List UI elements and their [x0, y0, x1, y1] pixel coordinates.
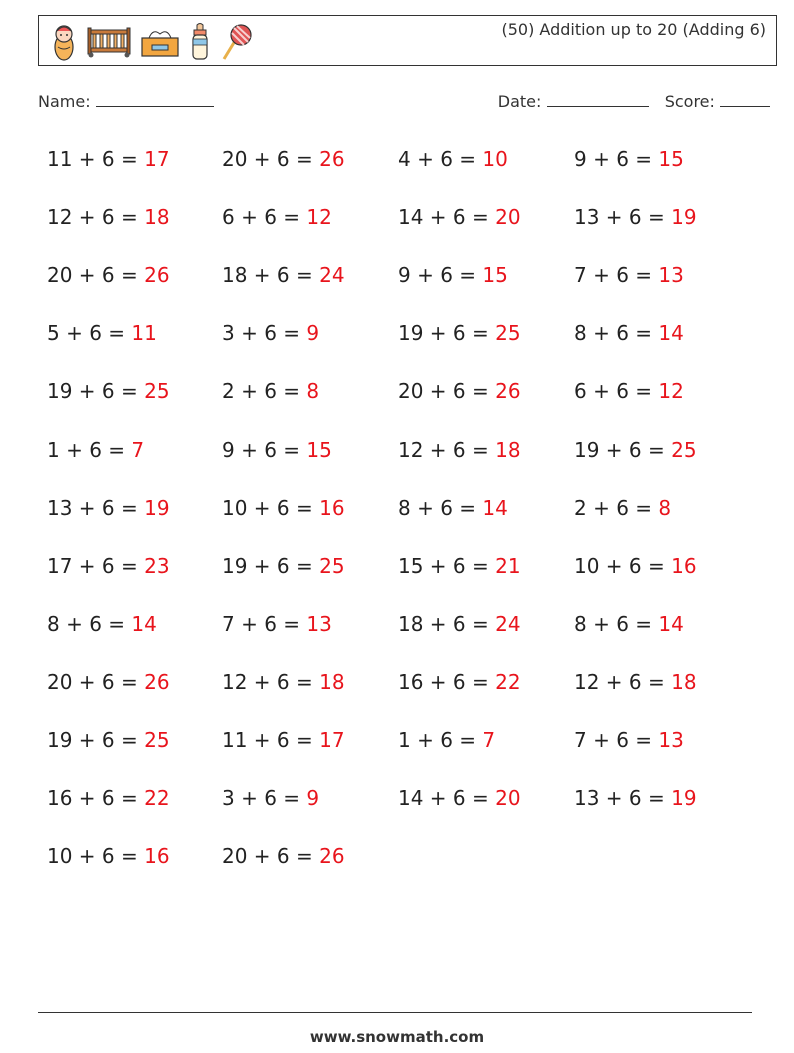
- problem-item: [574, 728, 684, 752]
- problem-item: [398, 496, 508, 520]
- problem-question: 19 + 6 =: [398, 321, 496, 346]
- problem-answer: 25: [144, 728, 170, 752]
- problem-question: 16 + 6 =: [47, 786, 145, 811]
- lollipop-icon: [219, 23, 253, 61]
- problem-answer: 26: [319, 844, 345, 869]
- problem-item: [47, 379, 170, 403]
- problem-question: 14 + 6 =: [398, 205, 496, 230]
- problem-item: [222, 147, 345, 171]
- problem-question: 2 + 6 =: [574, 495, 659, 520]
- problem-question: 7 + 6 =: [574, 263, 659, 288]
- problem-answer: 15: [482, 263, 508, 288]
- problem-question: 6 + 6 =: [574, 379, 659, 404]
- problem-item: [47, 844, 170, 868]
- problem-item: [222, 379, 319, 403]
- name-blank[interactable]: [96, 92, 214, 107]
- problem-answer: 26: [144, 263, 170, 288]
- problem-item: [398, 728, 495, 752]
- problem-item: [574, 321, 684, 345]
- problem-question: 19 + 6 =: [47, 728, 145, 752]
- problem-item: [47, 438, 144, 462]
- problem-question: 20 + 6 =: [222, 147, 320, 171]
- problem-item: [398, 205, 521, 229]
- problem-answer: 13: [306, 611, 332, 636]
- problem-item: [222, 438, 332, 462]
- problem-item: [222, 496, 345, 520]
- problem-answer: 18: [144, 205, 170, 230]
- problem-item: [47, 496, 170, 520]
- problem-question: 18 + 6 =: [222, 263, 320, 288]
- problem-answer: 17: [319, 728, 345, 752]
- problem-item: [398, 438, 521, 462]
- problem-question: 8 + 6 =: [398, 495, 483, 520]
- problem-answer: 13: [658, 728, 684, 752]
- problem-item: [574, 147, 684, 171]
- problem-question: 8 + 6 =: [47, 611, 132, 636]
- footer-url: www.snowmath.com: [309, 1028, 485, 1046]
- problem-answer: 26: [495, 379, 521, 404]
- problem-answer: 26: [144, 669, 170, 694]
- problem-answer: 12: [306, 205, 332, 230]
- problem-item: [47, 612, 157, 636]
- problem-item: [47, 786, 170, 810]
- problem-answer: 24: [495, 611, 521, 636]
- problem-question: 9 + 6 =: [222, 437, 307, 462]
- problem-item: [574, 205, 697, 229]
- problem-answer: 14: [658, 611, 684, 636]
- problem-question: 10 + 6 =: [574, 553, 672, 578]
- problem-question: 8 + 6 =: [574, 321, 659, 346]
- problem-item: [222, 263, 345, 287]
- problem-answer: 15: [658, 147, 684, 171]
- problem-item: [398, 321, 521, 345]
- problem-item: [398, 554, 521, 578]
- icon-strip: [49, 22, 253, 62]
- problem-answer: 19: [144, 495, 170, 520]
- problem-answer: 14: [658, 321, 684, 346]
- problem-question: 17 + 6 =: [47, 553, 145, 578]
- problem-item: [222, 321, 319, 345]
- date-label: Date:: [497, 92, 542, 111]
- problem-question: 15 + 6 =: [398, 553, 496, 578]
- problem-answer: 17: [144, 147, 170, 171]
- worksheet-title: (50) Addition up to 20 (Adding 6): [501, 20, 766, 39]
- problem-answer: 25: [671, 437, 697, 462]
- problem-question: 9 + 6 =: [398, 263, 483, 288]
- problem-answer: 9: [306, 321, 320, 346]
- problem-question: 13 + 6 =: [574, 205, 672, 230]
- problem-question: 19 + 6 =: [574, 437, 672, 462]
- problem-item: [47, 263, 170, 287]
- problem-item: [574, 554, 697, 578]
- problem-item: [222, 728, 345, 752]
- problem-question: 12 + 6 =: [398, 437, 496, 462]
- date-blank[interactable]: [547, 92, 649, 107]
- problem-question: 2 + 6 =: [222, 379, 307, 404]
- problem-question: 11 + 6 =: [47, 147, 145, 171]
- info-row: [38, 92, 770, 116]
- problem-question: 20 + 6 =: [222, 844, 320, 869]
- problem-item: [398, 263, 508, 287]
- problem-answer: 22: [144, 786, 170, 811]
- problem-question: 3 + 6 =: [222, 786, 307, 811]
- problem-answer: 15: [306, 437, 332, 462]
- problem-answer: 13: [658, 263, 684, 288]
- problem-answer: 20: [495, 786, 521, 811]
- problem-answer: 19: [671, 205, 697, 230]
- problem-item: [222, 205, 332, 229]
- problem-answer: 18: [671, 669, 697, 694]
- problem-question: 7 + 6 =: [574, 728, 659, 752]
- problem-answer: 25: [319, 553, 345, 578]
- score-label: Score:: [664, 92, 715, 111]
- problem-answer: 10: [482, 147, 508, 171]
- problem-answer: 16: [144, 844, 170, 869]
- problem-item: [574, 496, 671, 520]
- problem-question: 10 + 6 =: [222, 495, 320, 520]
- problem-question: 8 + 6 =: [574, 611, 659, 636]
- problem-answer: 8: [658, 495, 672, 520]
- problem-item: [574, 438, 697, 462]
- problem-item: [398, 379, 521, 403]
- problem-question: 1 + 6 =: [47, 437, 132, 462]
- problem-answer: 25: [144, 379, 170, 404]
- problem-item: [574, 612, 684, 636]
- problem-answer: 14: [482, 495, 508, 520]
- problem-answer: 22: [495, 669, 521, 694]
- problem-answer: 7: [482, 728, 496, 752]
- problem-item: [398, 670, 521, 694]
- problem-answer: 12: [658, 379, 684, 404]
- problem-answer: 11: [131, 321, 157, 346]
- problem-answer: 16: [671, 553, 697, 578]
- problem-answer: 7: [131, 437, 145, 462]
- problem-question: 12 + 6 =: [222, 669, 320, 694]
- problem-item: [222, 612, 332, 636]
- problem-question: 12 + 6 =: [574, 669, 672, 694]
- baby-icon: [49, 23, 79, 61]
- problem-question: 13 + 6 =: [574, 786, 672, 811]
- problem-item: [47, 147, 170, 171]
- problem-answer: 16: [319, 495, 345, 520]
- problem-answer: 9: [306, 786, 320, 811]
- problem-item: [398, 147, 508, 171]
- problem-question: 18 + 6 =: [398, 611, 496, 636]
- problem-item: [222, 670, 345, 694]
- problem-question: 6 + 6 =: [222, 205, 307, 230]
- problem-question: 16 + 6 =: [398, 669, 496, 694]
- problem-item: [574, 670, 697, 694]
- name-field[interactable]: [38, 92, 214, 111]
- worksheet-header: [38, 15, 777, 66]
- tissue-box-icon: [139, 26, 181, 58]
- problem-item: [574, 263, 684, 287]
- problem-answer: 20: [495, 205, 521, 230]
- problem-answer: 18: [495, 437, 521, 462]
- score-blank[interactable]: [720, 92, 770, 107]
- problem-question: 3 + 6 =: [222, 321, 307, 346]
- problem-question: 20 + 6 =: [398, 379, 496, 404]
- problem-question: 11 + 6 =: [222, 728, 320, 752]
- name-label: Name:: [38, 92, 91, 111]
- problem-question: 5 + 6 =: [47, 321, 132, 346]
- problem-question: 20 + 6 =: [47, 263, 145, 288]
- problem-answer: 25: [495, 321, 521, 346]
- problem-item: [47, 205, 170, 229]
- problem-item: [47, 554, 170, 578]
- problem-question: 10 + 6 =: [47, 844, 145, 869]
- footer-divider: [38, 1012, 752, 1013]
- problem-answer: 24: [319, 263, 345, 288]
- problem-question: 19 + 6 =: [222, 553, 320, 578]
- problem-question: 7 + 6 =: [222, 611, 307, 636]
- problem-item: [222, 786, 319, 810]
- problem-item: [47, 670, 170, 694]
- problem-question: 14 + 6 =: [398, 786, 496, 811]
- problem-answer: 18: [319, 669, 345, 694]
- problem-question: 13 + 6 =: [47, 495, 145, 520]
- problem-item: [398, 612, 521, 636]
- problem-answer: 26: [319, 147, 345, 171]
- problem-item: [47, 728, 170, 752]
- problem-question: 12 + 6 =: [47, 205, 145, 230]
- problem-question: 9 + 6 =: [574, 147, 659, 171]
- problem-item: [47, 321, 157, 345]
- problem-question: 4 + 6 =: [398, 147, 483, 171]
- problem-answer: 19: [671, 786, 697, 811]
- problem-question: 20 + 6 =: [47, 669, 145, 694]
- problem-question: 19 + 6 =: [47, 379, 145, 404]
- problem-item: [574, 786, 697, 810]
- problem-question: 1 + 6 =: [398, 728, 483, 752]
- problem-answer: 14: [131, 611, 157, 636]
- problem-item: [222, 554, 345, 578]
- problem-answer: 23: [144, 553, 170, 578]
- problem-item: [398, 786, 521, 810]
- baby-bottle-icon: [189, 23, 211, 61]
- problem-item: [222, 844, 345, 868]
- crib-icon: [87, 26, 131, 58]
- problem-answer: 21: [495, 553, 521, 578]
- problem-item: [574, 379, 684, 403]
- problem-answer: 8: [306, 379, 320, 404]
